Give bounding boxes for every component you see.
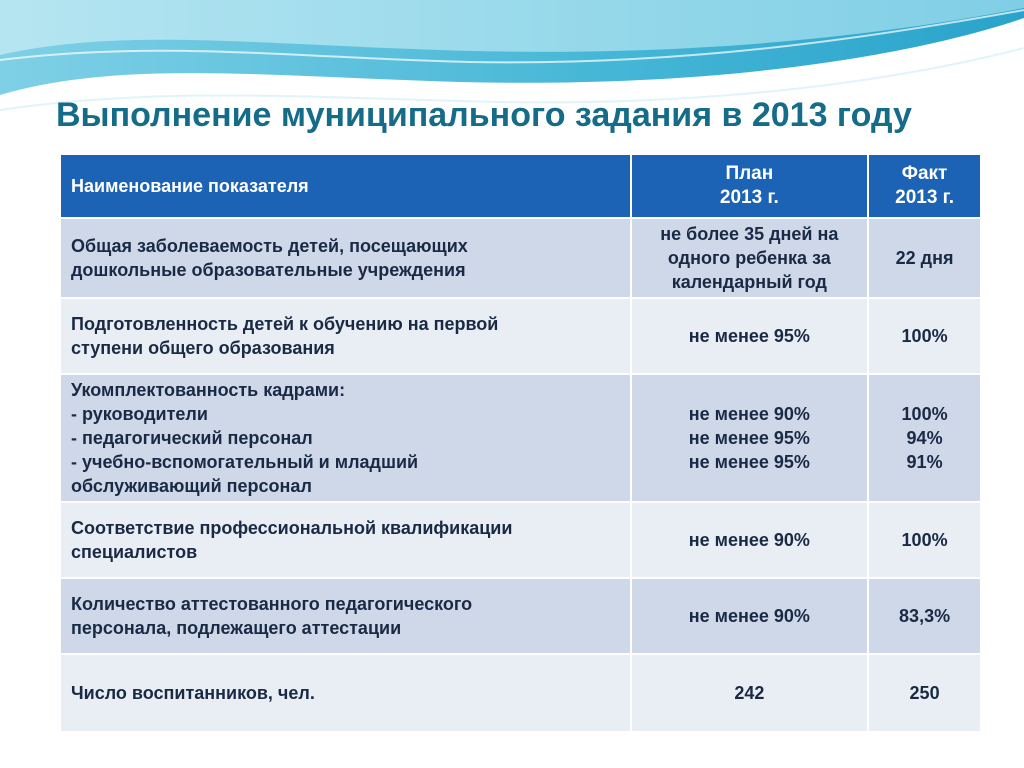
row-fact (868, 298, 981, 374)
row-plan (631, 502, 869, 578)
table-row (60, 298, 981, 374)
row-name (60, 298, 631, 374)
row-plan (631, 654, 869, 732)
row-name-line: Укомплектованность кадрами: (71, 380, 346, 400)
table-row (60, 218, 981, 298)
row-name-line: - педагогический персонал (71, 428, 313, 448)
row-fact-line: 22 дня (895, 248, 954, 268)
row-plan-line: не менее 95% (688, 428, 810, 448)
row-plan-line: не менее 90% (688, 530, 810, 550)
row-name-line: дошкольные образовательные учреждения (71, 260, 466, 280)
header-plan (631, 154, 869, 218)
table-row (60, 654, 981, 732)
row-fact-line: 91% (906, 452, 943, 472)
table-row (60, 578, 981, 654)
row-fact (868, 374, 981, 502)
row-name-line: ступени общего образования (71, 338, 335, 358)
row-name (60, 218, 631, 298)
row-plan (631, 374, 869, 502)
indicators-table (59, 153, 982, 733)
row-name-line: - учебно-вспомогательный и младший (71, 452, 419, 472)
row-plan-line: не менее 90% (688, 606, 810, 626)
row-plan-line: не менее 90% (688, 404, 810, 424)
row-fact (868, 578, 981, 654)
page-title: Выполнение муниципального задания в 2013 году (56, 96, 912, 134)
header-fact-line: Факт (901, 163, 948, 184)
row-name-line: Соответствие профессиональной квалификации (71, 518, 513, 538)
row-fact-line: 100% (901, 326, 948, 346)
row-name-line: Общая заболеваемость детей, посещающих (71, 236, 468, 256)
row-plan-line: 242 (734, 683, 765, 703)
row-fact-line: 250 (909, 683, 940, 703)
row-plan-line: не менее 95% (688, 326, 810, 346)
row-name-line: специалистов (71, 542, 198, 562)
table-header-row (60, 154, 981, 218)
header-plan-line: 2013 г. (719, 187, 779, 208)
row-name-line: персонала, подлежащего аттестации (71, 618, 402, 638)
row-name (60, 578, 631, 654)
row-name-line: - руководители (71, 404, 208, 424)
row-fact-line: 100% (901, 404, 948, 424)
row-fact-line: 100% (901, 530, 948, 550)
row-name-line: Число воспитанников, чел. (71, 683, 315, 703)
header-fact (868, 154, 981, 218)
row-fact-line: 94% (906, 428, 943, 448)
row-plan (631, 218, 869, 298)
row-name (60, 502, 631, 578)
table-row (60, 374, 981, 502)
row-plan-line: не более 35 дней на (660, 224, 839, 244)
header-fact-line: 2013 г. (895, 187, 954, 208)
table-row (60, 502, 981, 578)
row-plan (631, 578, 869, 654)
row-name-line: Подготовленность детей к обучению на первой (71, 314, 499, 334)
row-plan-line: одного ребенка за (667, 248, 831, 268)
row-fact (868, 654, 981, 732)
row-name-line: обслуживающий персонал (71, 476, 312, 496)
header-plan-line: План (725, 163, 774, 184)
row-fact (868, 502, 981, 578)
row-plan (631, 298, 869, 374)
row-plan-line: календарный год (671, 272, 827, 292)
row-name (60, 654, 631, 732)
row-fact-line: 83,3% (899, 606, 951, 626)
header-name: Наименование показателя (60, 154, 631, 218)
row-name-line: Количество аттестованного педагогического (71, 594, 473, 614)
row-fact (868, 218, 981, 298)
row-plan-line: не менее 95% (688, 452, 810, 472)
row-name (60, 374, 631, 502)
